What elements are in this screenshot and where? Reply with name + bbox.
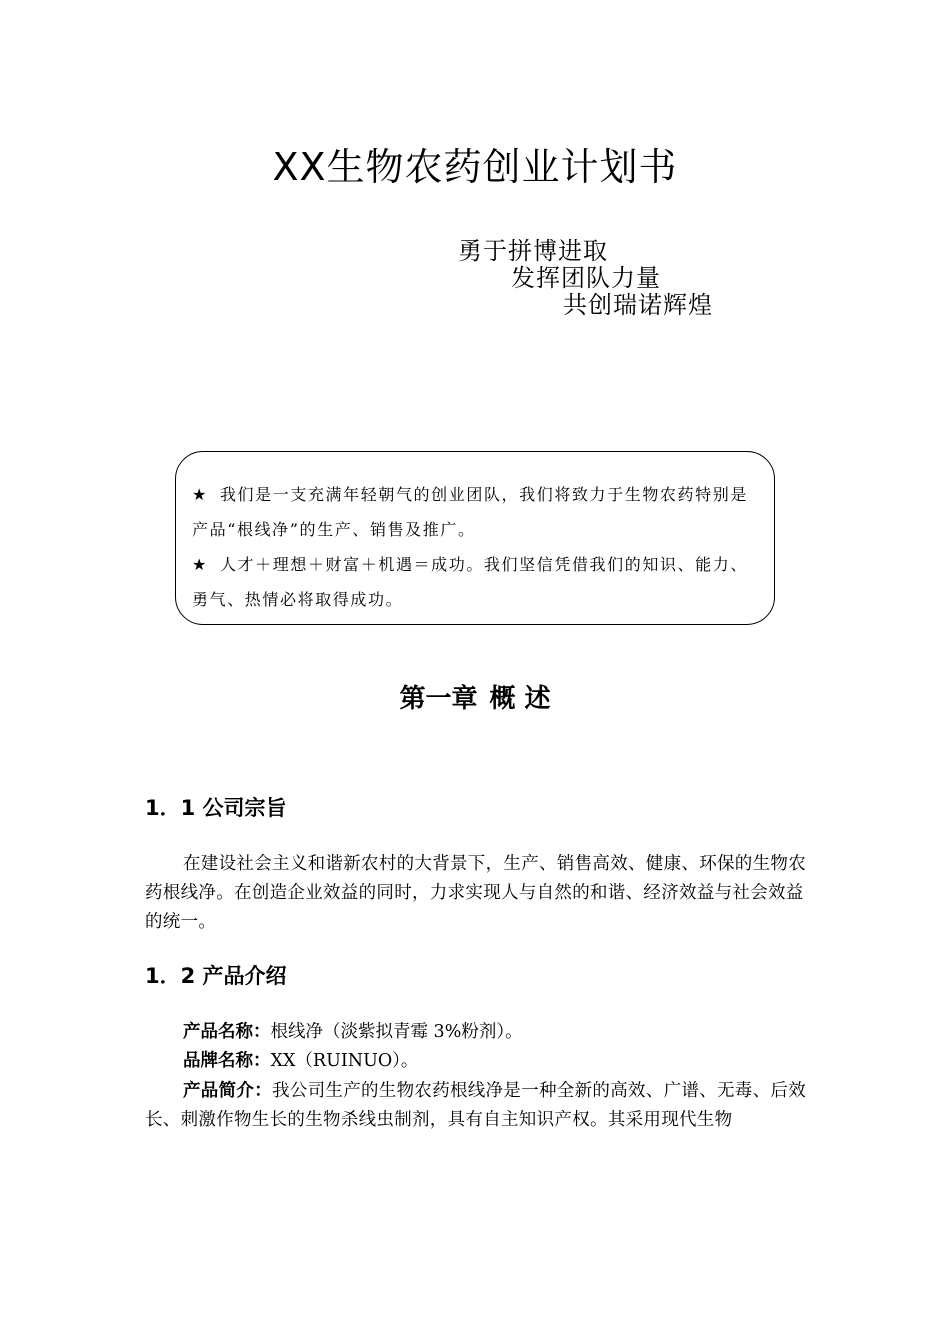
callout-item-2: [192, 547, 758, 617]
company-purpose-paragraph: 在建设社会主义和谐新农村的大背景下，生产、销售高效、健康、环保的生物农药根线净。在创造企业效益的同时，力求实现人与自然的和谐、经济效益与社会效益的统一。: [145, 854, 806, 932]
product-name-value: 根线净（淡紫拟青霉 3%粉剂）。: [270, 1022, 523, 1042]
chapter-title: 概 述: [489, 684, 551, 714]
chapter-heading: [0, 681, 950, 717]
product-intro-text: 我公司生产的生物农药根线净是一种全新的高效、广谱、无毒、后效长、刺激作物生长的生物杀线虫制剂，具有自主知识产权。其采用现代生物: [145, 1081, 806, 1130]
brand-name-value: XX（RUINUO）。: [270, 1051, 419, 1071]
slogan-line-1: 勇于拼博进取: [458, 237, 608, 265]
callout-item-1: [192, 477, 758, 547]
team-callout-box: [175, 451, 775, 625]
product-intro-paragraph: [145, 1077, 810, 1135]
product-intro-label: 产品简介：: [183, 1081, 272, 1101]
product-name-line: [183, 1018, 523, 1047]
callout-item-1-text: 我们是一支充满年轻朝气的创业团队，我们将致力于生物农药特别是产品“根线净”的生产、销售及推广。: [192, 485, 748, 539]
brand-name-line: [183, 1047, 418, 1076]
slogan-line-3: 共创瑞诺辉煌: [563, 291, 713, 319]
callout-item-2-text: 人才＋理想＋财富＋机遇＝成功。我们坚信凭借我们的知识、能力、勇气、热情必将取得成功。: [192, 555, 748, 609]
slogan-line-2: 发挥团队力量: [511, 264, 661, 292]
chapter-label: 第一章: [399, 684, 478, 714]
document-title: XX生物农药创业计划书: [272, 145, 678, 189]
section-heading-product-intro: 1．2 产品介绍: [145, 964, 287, 988]
star-icon: ★: [192, 485, 208, 504]
star-icon: ★: [192, 555, 208, 574]
product-name-label: 产品名称：: [183, 1022, 271, 1042]
section-heading-company-purpose: 1．1 公司宗旨: [145, 796, 287, 820]
brand-name-label: 品牌名称：: [183, 1051, 271, 1071]
